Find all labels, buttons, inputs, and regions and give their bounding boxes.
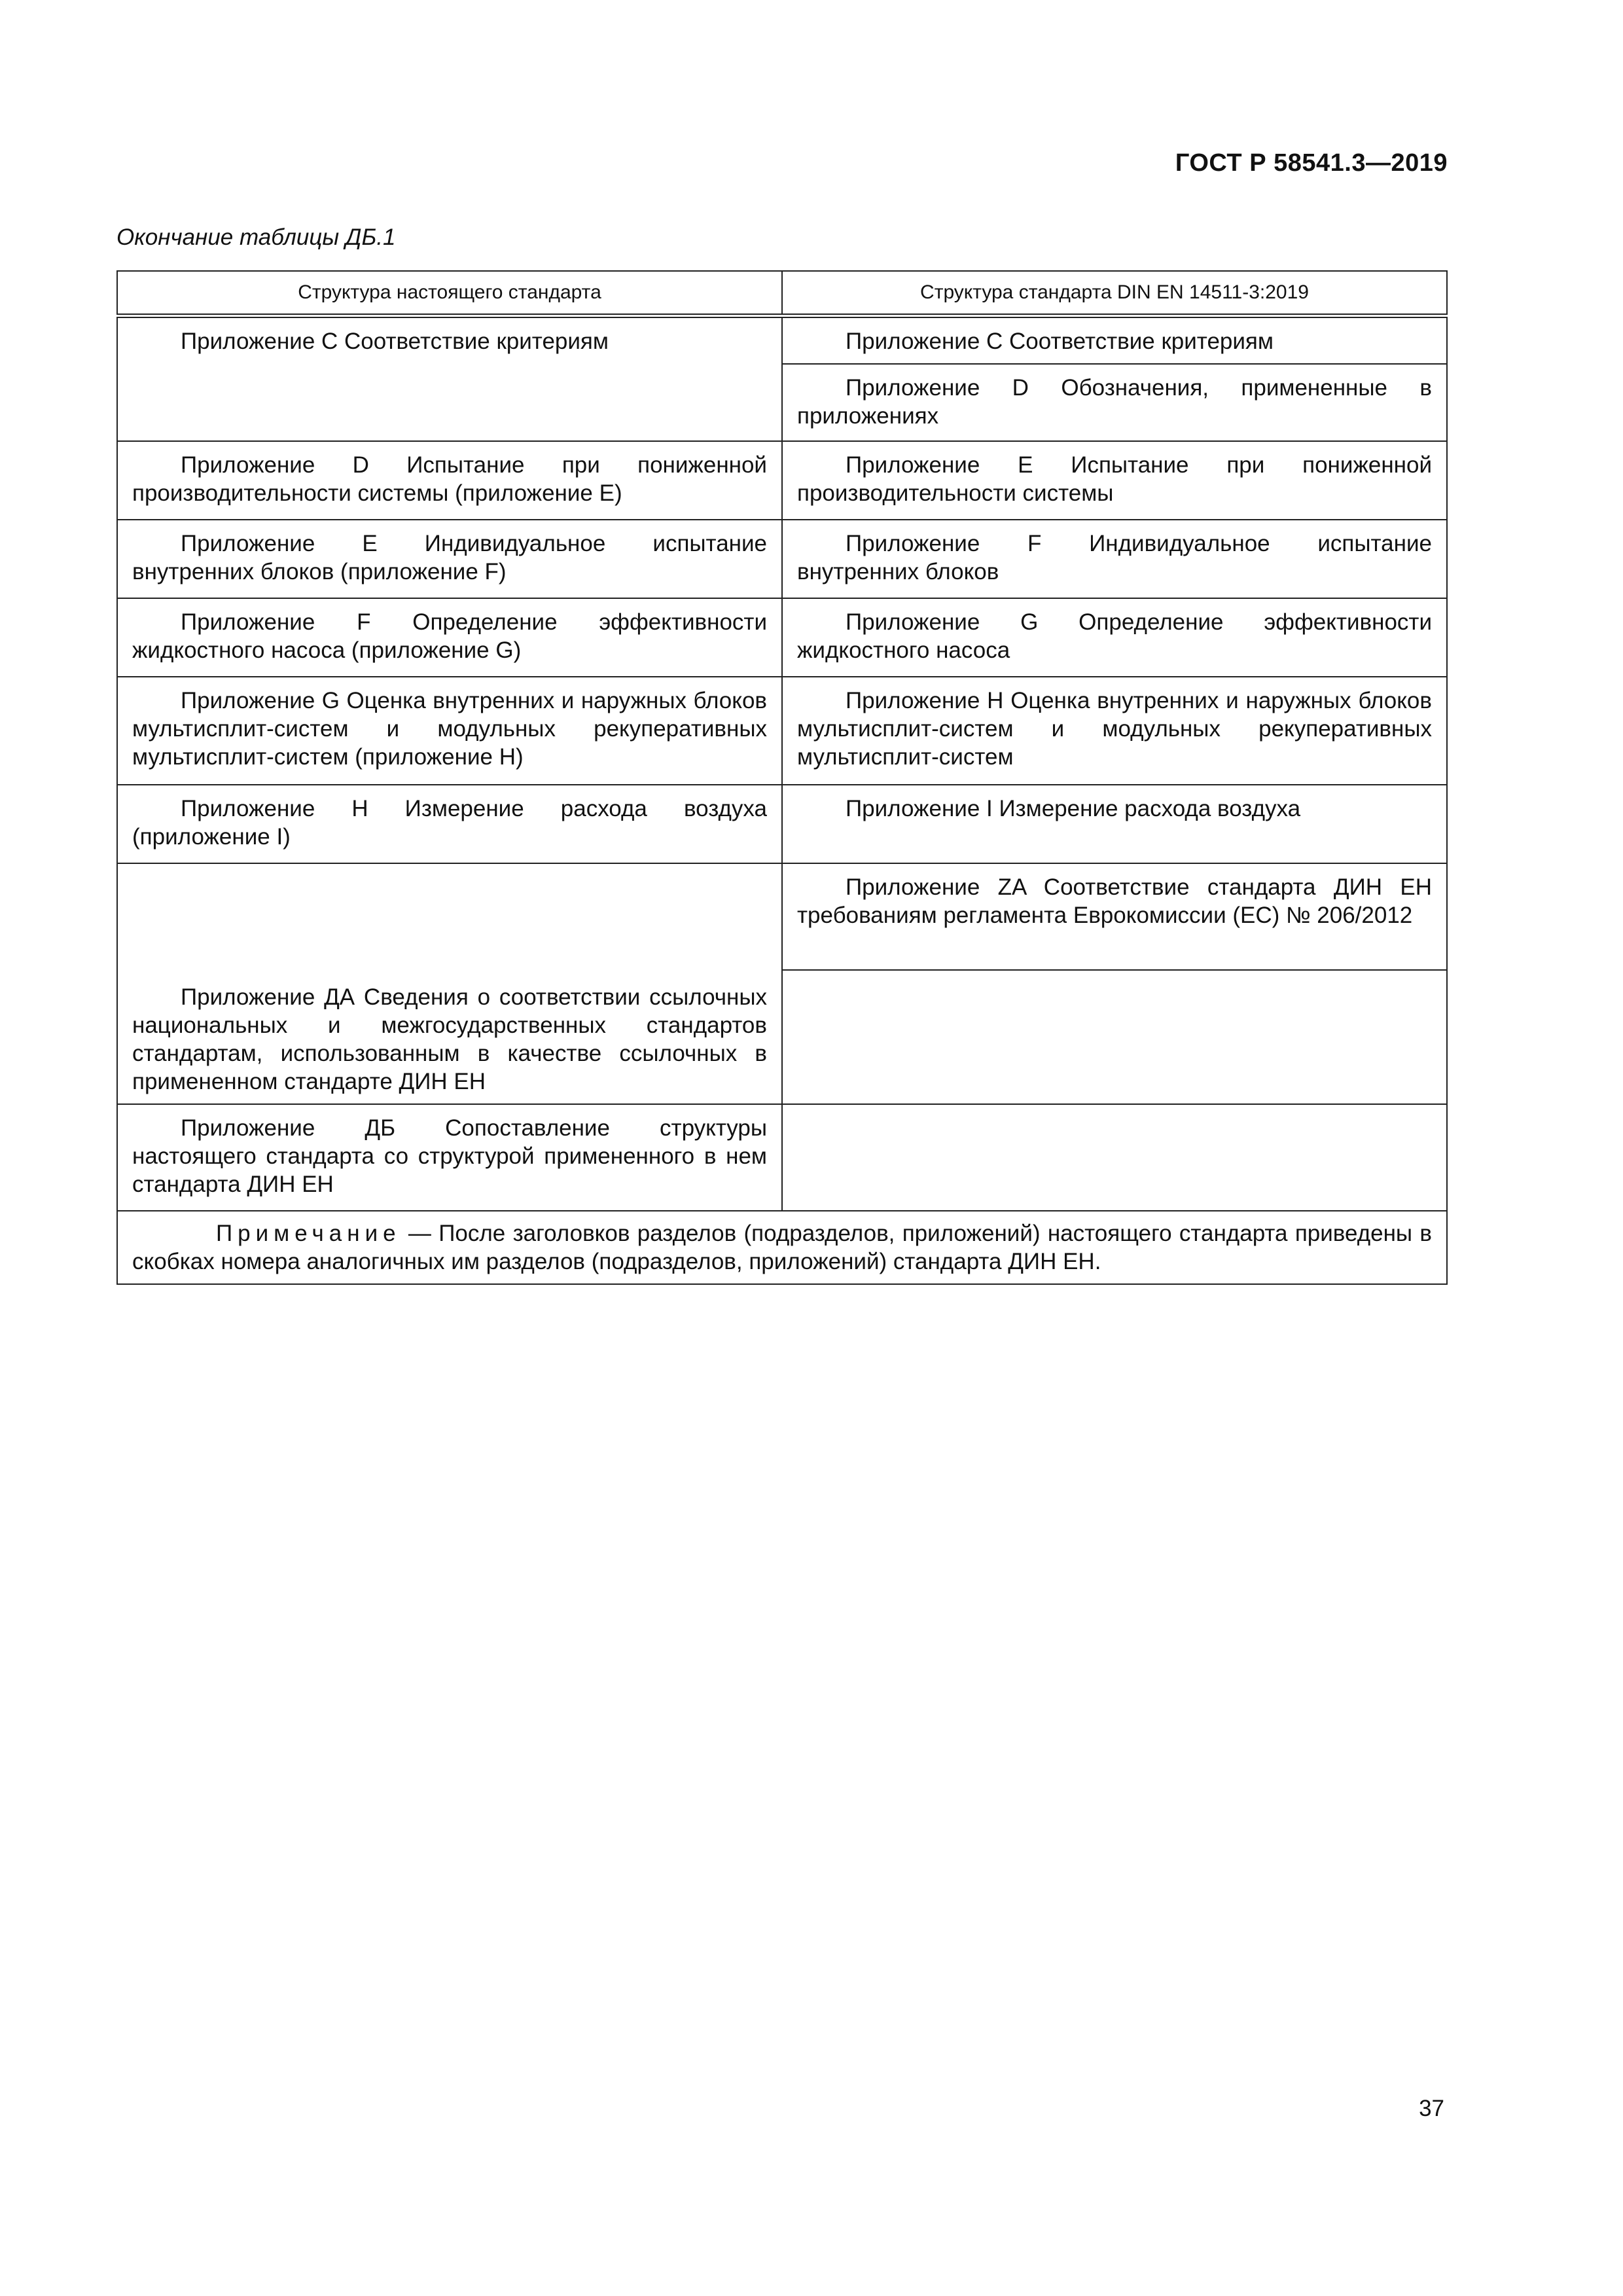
table-cell-right: Приложение H Оценка внутренних и наружных блоков мультисплит-систем и модульных рекуперативных мультисплит-систем xyxy=(782,677,1447,785)
table-cell-left: Приложение C Соответствие критериям xyxy=(117,315,782,441)
table-row xyxy=(117,441,1447,520)
table-note xyxy=(117,1211,1447,1284)
table-cell-right: Приложение G Определение эффективности жидкостного насоса xyxy=(782,598,1447,677)
table-row xyxy=(117,598,1447,677)
column-header-din-en-standard: Структура стандарта DIN EN 14511-3:2019 xyxy=(782,271,1447,315)
table-cell-right: Приложение I Измерение расхода воздуха xyxy=(782,785,1447,863)
note-text: — После заголовков разделов (подразделов, приложений) настоящего стандарта приведены в скобках номера аналогичных им разделов (подразделов, приложений) стандарта ДИН ЕН. xyxy=(132,1221,1432,1274)
table-cell-left: Приложение D Испытание при пониженной производительности системы (приложение E) xyxy=(117,441,782,520)
column-header-current-standard: Структура настоящего стандарта xyxy=(117,271,782,315)
table-note-row xyxy=(117,1211,1447,1284)
table-row xyxy=(117,315,1447,364)
table-row xyxy=(117,1104,1447,1211)
table-cell-right: Приложение ZA Соответствие стандарта ДИН ЕН требованиям регламента Еврокомиссии (ЕС) № 206/2012 xyxy=(782,863,1447,970)
table-row xyxy=(117,520,1447,598)
table-cell-left: Приложение G Оценка внутренних и наружных блоков мультисплит-систем и модульных рекуперативных мультисплит-систем (приложение H) xyxy=(117,677,782,785)
structure-comparison-table xyxy=(116,270,1448,1285)
table-cell-left: Приложение ДБ Сопоставление структуры настоящего стандарта со структурой примененного в нем стандарта ДИН ЕН xyxy=(117,1104,782,1211)
document-header-id: ГОСТ Р 58541.3—2019 xyxy=(1175,149,1448,177)
table-cell-left: Приложение F Определение эффективности жидкостного насоса (приложение G) xyxy=(117,598,782,677)
table-caption: Окончание таблицы ДБ.1 xyxy=(116,224,396,250)
table-cell-right: Приложение E Испытание при пониженной производительности системы xyxy=(782,441,1447,520)
table-header-row xyxy=(117,271,1447,315)
table-row xyxy=(117,677,1447,785)
table-cell-left: Приложение ДА Сведения о соответствии ссылочных национальных и межгосударственных стандартов стандартам, использованным в качестве ссылочных в примененном стандарте ДИН ЕН xyxy=(117,863,782,1104)
table-cell-left: Приложение E Индивидуальное испытание внутренних блоков (приложение F) xyxy=(117,520,782,598)
page-number: 37 xyxy=(1419,2096,1444,2121)
table-row xyxy=(117,863,1447,970)
table-cell-right-empty xyxy=(782,1104,1447,1211)
table-cell-right: Приложение F Индивидуальное испытание внутренних блоков xyxy=(782,520,1447,598)
table-cell-left: Приложение H Измерение расхода воздуха (приложение I) xyxy=(117,785,782,863)
table-row xyxy=(117,785,1447,863)
note-label: Примечание xyxy=(216,1221,401,1246)
table-cell-right: Приложение D Обозначения, примененные в приложениях xyxy=(782,364,1447,441)
table-cell-right: Приложение C Соответствие критериям xyxy=(782,315,1447,364)
table-cell-right-empty xyxy=(782,970,1447,1104)
